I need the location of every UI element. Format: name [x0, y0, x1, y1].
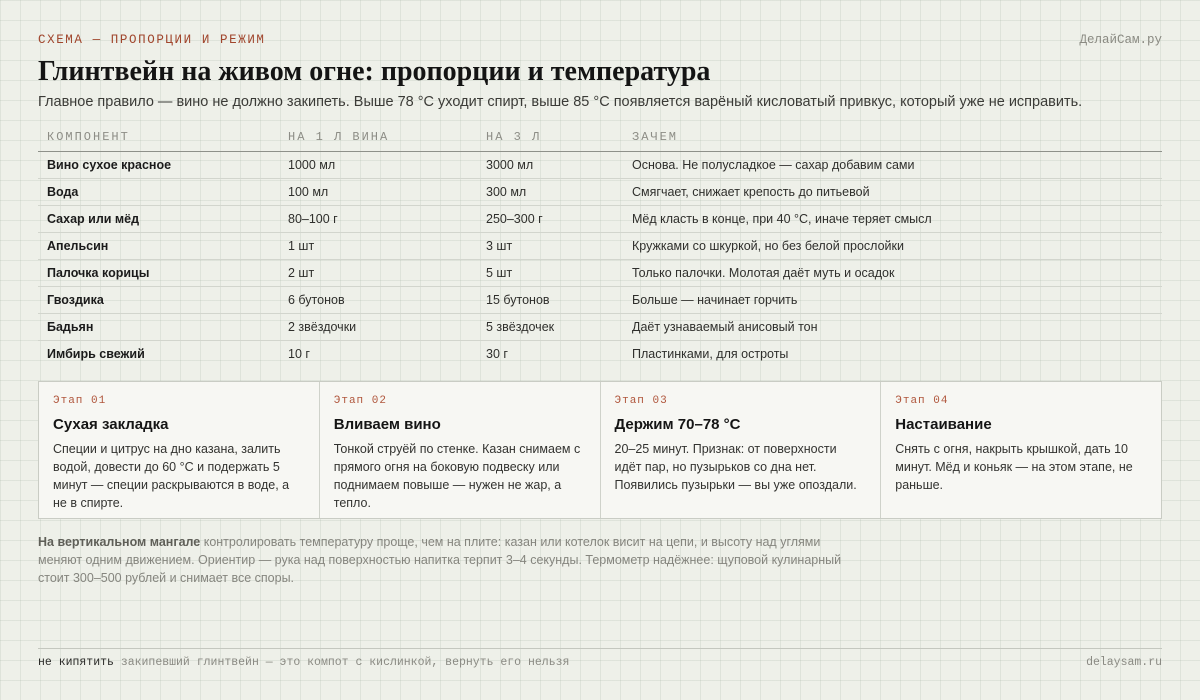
step-title: Вливаем вино — [333, 416, 441, 433]
mangal-note — [38, 533, 858, 587]
cell-per-3l: 5 шт — [477, 260, 623, 287]
cell-why: Даёт узнаваемый анисовый тон — [623, 314, 1162, 341]
table-row — [38, 179, 1162, 206]
step-text: Специи и цитрус на дно казана, залить водой, довести до 60 °C и подержать 5 минут — специи раскрываются в воде, а не в спирте. — [53, 442, 290, 510]
top-bar — [38, 33, 1162, 49]
step-number: Этап 01 — [53, 395, 107, 407]
cell-per-1l: 6 бутонов — [279, 287, 477, 314]
cell-per-1l: 2 шт — [279, 260, 477, 287]
cell-component: Апельсин — [38, 233, 279, 260]
cell-component: Бадьян — [38, 314, 279, 341]
cell-per-3l: 15 бутонов — [477, 287, 623, 314]
footer-warning-text: закипевший глинтвейн — это компот с кислинкой, вернуть его нельзя — [113, 656, 570, 669]
cell-per-1l: 80–100 г — [279, 206, 477, 233]
cell-per-3l: 5 звёздочек — [477, 314, 623, 341]
table-row — [38, 260, 1162, 287]
step-text: 20–25 минут. Признак: от поверхности идёт пар, но пузырьков со дна нет. Появились пузырьки — вы уже опоздали. — [614, 442, 857, 492]
column-header-per-3l: НА 3 Л — [477, 123, 623, 152]
note-text: контролировать температуру проще, чем на плите: казан или котелок висит на цепи, и высоту над углями меняют одним движением. Ориентир — рука над поверхностью напитка терпит 3–4 секунды. Термометр надёжнее: щуповой кулинарный стоит 300–500 рублей и снимает все споры. — [38, 535, 842, 585]
cell-why: Смягчает, снижает крепость до питьевой — [623, 179, 1162, 206]
cell-per-1l: 2 звёздочки — [279, 314, 477, 341]
table-row — [38, 314, 1162, 341]
cell-why: Мёд класть в конце, при 40 °C, иначе теряет смысл — [623, 206, 1162, 233]
step-title: Настаивание — [895, 416, 992, 433]
step-card-01 — [39, 382, 320, 518]
cell-per-3l: 3000 мл — [477, 152, 623, 179]
table-header-row — [38, 123, 1162, 152]
cell-component: Палочка корицы — [38, 260, 279, 287]
page — [38, 0, 1162, 700]
cell-component: Вода — [38, 179, 279, 206]
step-number: Этап 04 — [895, 395, 949, 407]
cell-per-1l: 1 шт — [279, 233, 477, 260]
cell-component: Гвоздика — [38, 287, 279, 314]
cell-why: Пластинками, для остроты — [632, 347, 789, 361]
lead-paragraph: Главное правило — вино не должно закипеть. Выше 78 °C уходит спирт, выше 85 °C появляется варёный кисловатый привкус, который уже не исправить. — [38, 94, 1083, 110]
table-row — [38, 206, 1162, 233]
column-header-why: ЗАЧЕМ — [623, 123, 1162, 152]
step-number: Этап 02 — [333, 395, 387, 407]
footer-site-link[interactable]: delaysam.ru — [1086, 656, 1162, 669]
steps-panel — [38, 381, 1162, 519]
table-row — [38, 152, 1162, 179]
cell-why: Больше — начинает горчить — [623, 287, 1162, 314]
footer-warning — [38, 656, 569, 669]
step-card-02 — [320, 382, 601, 518]
step-card-04 — [881, 382, 1161, 518]
section-kicker: СХЕМА — ПРОПОРЦИИ И РЕЖИМ — [38, 33, 266, 47]
cell-per-1l: 1000 мл — [279, 152, 477, 179]
column-header-per-1l: НА 1 Л ВИНА — [279, 123, 477, 152]
page-title: Глинтвейн на живом огне: пропорции и температура — [38, 56, 711, 87]
cell-per-1l: 10 г — [288, 347, 310, 361]
footer-warning-emphasis: не кипятить — [38, 656, 114, 669]
step-text: Снять с огня, накрыть крышкой, дать 10 минут. Мёд и коньяк — на этом этапе, не раньше. — [895, 442, 1133, 492]
cell-per-1l: 100 мл — [279, 179, 477, 206]
step-title: Сухая закладка — [53, 416, 169, 433]
table-row — [38, 287, 1162, 314]
table-row — [38, 341, 1162, 368]
step-title: Держим 70–78 °C — [614, 416, 741, 433]
brand-link[interactable]: ДелайСам.ру — [1079, 33, 1162, 47]
note-emphasis: На вертикальном мангале — [38, 535, 201, 549]
cell-component: Имбирь свежий — [47, 347, 145, 361]
cell-why: Только палочки. Молотая даёт муть и осадок — [623, 260, 1162, 287]
cell-per-3l: 250–300 г — [477, 206, 623, 233]
cell-per-3l: 30 г — [486, 347, 508, 361]
cell-why: Кружками со шкуркой, но без белой прослойки — [623, 233, 1162, 260]
proportions-table — [38, 123, 1162, 367]
table-row — [38, 233, 1162, 260]
cell-per-3l: 3 шт — [477, 233, 623, 260]
cell-why: Основа. Не полусладкое — сахар добавим сами — [623, 152, 1162, 179]
column-header-component: КОМПОНЕНТ — [38, 123, 279, 152]
cell-component: Сахар или мёд — [38, 206, 279, 233]
step-card-03 — [601, 382, 882, 518]
step-text: Тонкой струёй по стенке. Казан снимаем с прямого огня на боковую подвеску или поднимаем повыше — нужен не жар, а тепло. — [333, 442, 581, 510]
cell-component: Вино сухое красное — [38, 152, 279, 179]
cell-per-3l: 300 мл — [477, 179, 623, 206]
footer-divider — [38, 648, 1162, 649]
step-number: Этап 03 — [614, 395, 668, 407]
